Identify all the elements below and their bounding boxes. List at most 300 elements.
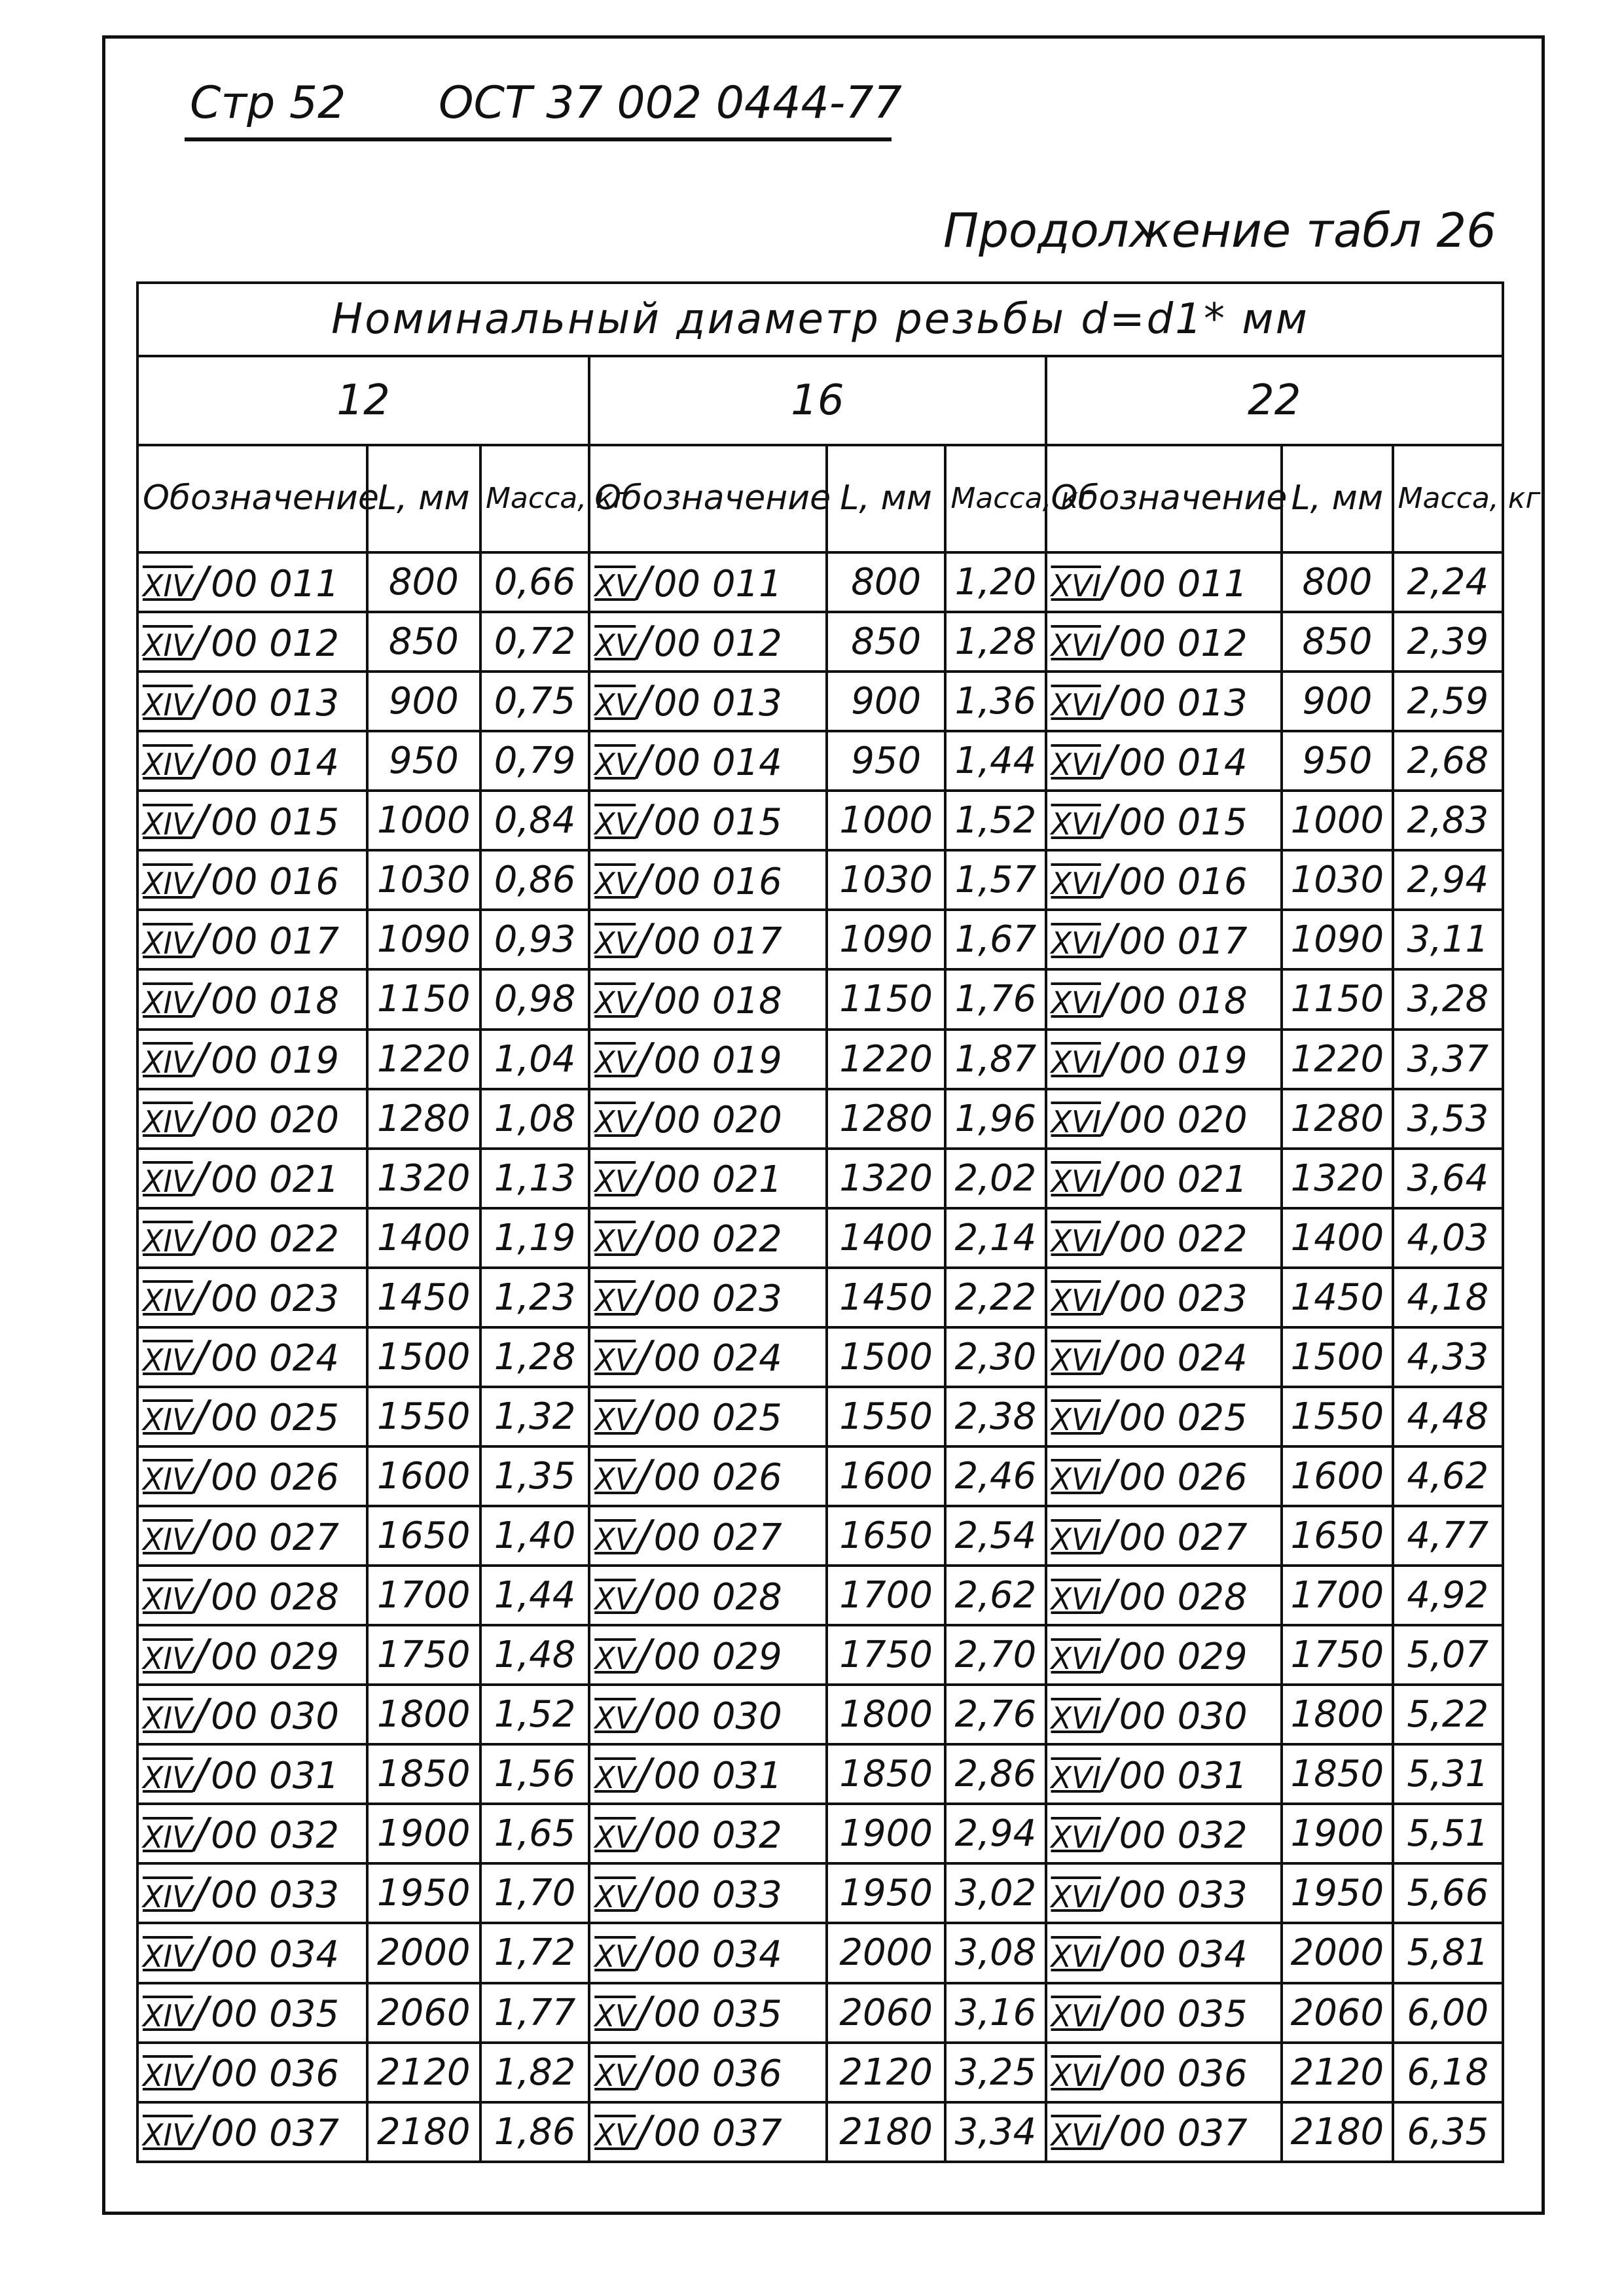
designation-cell	[589, 1149, 827, 1208]
length-cell: 1800	[1282, 1685, 1392, 1744]
slash-separator: /	[1102, 736, 1117, 785]
roman-numeral: XIV	[143, 1283, 193, 1319]
length-cell: 1500	[367, 1327, 480, 1387]
length-cell: 2120	[827, 2043, 945, 2102]
roman-numeral: XIV	[143, 865, 193, 901]
roman-numeral: XIV	[143, 1819, 193, 1855]
designation-cell	[137, 1685, 367, 1744]
slash-separator: /	[637, 1630, 651, 1679]
designation-cell	[589, 1208, 827, 1268]
length-cell: 800	[1282, 552, 1392, 612]
designation-code: 00 017	[211, 920, 340, 963]
designation-code: 00 031	[653, 1754, 782, 1797]
table-title: Номинальный диаметр резьбы d=d1* мм	[137, 283, 1503, 356]
length-cell: 2060	[1282, 1983, 1392, 2043]
roman-numeral: XVI	[1051, 1402, 1102, 1438]
mass-cell: 1,56	[480, 1744, 589, 1804]
roman-numeral: XIV	[143, 1462, 193, 1498]
designation-code: 00 028	[653, 1575, 782, 1619]
length-cell: 2180	[367, 2102, 480, 2162]
mass-cell: 1,57	[945, 850, 1045, 910]
length-cell: 1150	[367, 969, 480, 1029]
mass-cell: 1,72	[480, 1923, 589, 1982]
slash-separator: /	[194, 2048, 209, 2097]
roman-numeral: XVI	[1051, 687, 1102, 723]
table-row	[137, 1566, 1503, 1625]
length-cell: 1750	[827, 1625, 945, 1685]
designation-code: 00 023	[211, 1278, 340, 1321]
mass-cell: 1,19	[480, 1208, 589, 1268]
roman-numeral: XIV	[143, 687, 193, 723]
mass-cell: 1,82	[480, 2043, 589, 2102]
length-cell: 1500	[1282, 1327, 1392, 1387]
designation-code: 00 034	[211, 1933, 340, 1976]
designation-cell	[1046, 1208, 1282, 1268]
slash-separator: /	[637, 1749, 651, 1799]
length-cell: 1600	[367, 1446, 480, 1506]
diameter-header-16: 16	[589, 356, 1045, 445]
designation-code: 00 017	[653, 920, 782, 963]
designation-code: 00 027	[653, 1516, 782, 1559]
mass-cell: 4,18	[1393, 1268, 1503, 1327]
mass-cell: 0,84	[480, 791, 589, 850]
roman-numeral: XIV	[143, 925, 193, 961]
slash-separator: /	[637, 1571, 651, 1620]
designation-cell	[589, 552, 827, 612]
slash-separator: /	[194, 1630, 209, 1679]
length-cell: 950	[367, 731, 480, 791]
slash-separator: /	[637, 855, 651, 905]
length-cell: 1650	[367, 1506, 480, 1566]
designation-cell	[137, 1208, 367, 1268]
slash-separator: /	[194, 1988, 209, 2037]
designation-code: 00 026	[211, 1456, 340, 1499]
mass-cell: 1,44	[480, 1566, 589, 1625]
designation-code: 00 030	[211, 1695, 340, 1738]
slash-separator: /	[1102, 1213, 1117, 1263]
roman-numeral: XIV	[143, 1759, 193, 1795]
mass-cell: 3,28	[1393, 969, 1503, 1029]
roman-numeral: XIV	[143, 1104, 193, 1140]
length-cell: 1900	[827, 1804, 945, 1863]
mass-cell: 3,64	[1393, 1149, 1503, 1208]
length-cell: 2180	[827, 2102, 945, 2162]
designation-cell	[1046, 552, 1282, 612]
mass-cell: 3,53	[1393, 1089, 1503, 1149]
roman-numeral: XIV	[143, 1045, 193, 1081]
length-cell: 1850	[1282, 1744, 1392, 1804]
table-row	[137, 1446, 1503, 1506]
mass-cell: 4,77	[1393, 1506, 1503, 1566]
roman-numeral: XV	[594, 1164, 636, 1200]
designation-code: 00 029	[1119, 1635, 1248, 1678]
slash-separator: /	[1102, 1333, 1117, 1382]
designation-cell	[137, 1804, 367, 1863]
mass-cell: 6,00	[1393, 1983, 1503, 2043]
mass-cell: 0,66	[480, 552, 589, 612]
roman-numeral: XVI	[1051, 1164, 1102, 1200]
length-cell: 850	[367, 612, 480, 672]
designation-cell	[1046, 1983, 1282, 2043]
mass-cell: 1,23	[480, 1268, 589, 1327]
slash-separator: /	[637, 617, 651, 666]
slash-separator: /	[637, 1094, 651, 1143]
slash-separator: /	[637, 1213, 651, 1263]
length-cell: 2000	[827, 1923, 945, 1982]
roman-numeral: XV	[594, 1640, 636, 1676]
mass-cell: 5,07	[1393, 1625, 1503, 1685]
slash-separator: /	[194, 1452, 209, 1501]
length-cell: 1090	[1282, 910, 1392, 969]
slash-separator: /	[1102, 1273, 1117, 1322]
mass-cell: 3,16	[945, 1983, 1045, 2043]
designation-cell	[1046, 969, 1282, 1029]
mass-cell: 1,40	[480, 1506, 589, 1566]
designation-code: 00 027	[1119, 1516, 1248, 1559]
roman-numeral: XV	[594, 1283, 636, 1319]
table-row	[137, 850, 1503, 910]
slash-separator: /	[1102, 1809, 1117, 1858]
designation-code: 00 012	[1119, 622, 1248, 665]
roman-numeral: XV	[594, 687, 636, 723]
slash-separator: /	[637, 1333, 651, 1382]
roman-numeral: XVI	[1051, 1640, 1102, 1676]
designation-cell	[137, 612, 367, 672]
length-cell: 1150	[827, 969, 945, 1029]
mass-cell: 3,25	[945, 2043, 1045, 2102]
roman-numeral: XV	[594, 1998, 636, 2034]
roman-numeral: XV	[594, 746, 636, 782]
designation-code: 00 026	[653, 1456, 782, 1499]
designation-code: 00 018	[653, 979, 782, 1022]
slash-separator: /	[1102, 855, 1117, 905]
slash-separator: /	[1102, 1571, 1117, 1620]
mass-cell: 1,70	[480, 1863, 589, 1923]
designation-code: 00 025	[1119, 1397, 1248, 1440]
length-cell: 1950	[1282, 1863, 1392, 1923]
designation-cell	[1046, 1625, 1282, 1685]
designation-code: 00 036	[653, 2053, 782, 2096]
length-cell: 800	[367, 552, 480, 612]
mass-cell: 1,44	[945, 731, 1045, 791]
column-header-designation: Обозначение	[137, 445, 367, 552]
designation-cell	[1046, 1506, 1282, 1566]
slash-separator: /	[637, 975, 651, 1024]
designation-code: 00 018	[1119, 979, 1248, 1022]
designation-cell	[589, 1804, 827, 1863]
table-row	[137, 1268, 1503, 1327]
mass-cell: 4,62	[1393, 1446, 1503, 1506]
roman-numeral: XV	[594, 1878, 636, 1914]
designation-code: 00 025	[211, 1397, 340, 1440]
roman-numeral: XIV	[143, 1402, 193, 1438]
length-cell: 1800	[827, 1685, 945, 1744]
designation-code: 00 035	[211, 1993, 340, 2036]
designation-cell	[1046, 1327, 1282, 1387]
roman-numeral: XVI	[1051, 1878, 1102, 1914]
designation-cell	[589, 1327, 827, 1387]
roman-numeral: XV	[594, 865, 636, 901]
column-header-mass: Масса, кг	[1393, 445, 1503, 552]
mass-cell: 1,08	[480, 1089, 589, 1149]
slash-separator: /	[194, 1213, 209, 1263]
table-row	[137, 1685, 1503, 1744]
slash-separator: /	[1102, 915, 1117, 964]
designation-code: 00 023	[653, 1278, 782, 1321]
mass-cell: 1,52	[945, 791, 1045, 850]
length-cell: 1090	[367, 910, 480, 969]
designation-code: 00 030	[1119, 1695, 1248, 1738]
slash-separator: /	[1102, 1511, 1117, 1560]
slash-separator: /	[637, 796, 651, 845]
designation-cell	[1046, 1685, 1282, 1744]
length-cell: 1950	[367, 1863, 480, 1923]
roman-numeral: XV	[594, 925, 636, 961]
designation-cell	[1046, 910, 1282, 969]
mass-cell: 1,96	[945, 1089, 1045, 1149]
column-header-length: L, мм	[367, 445, 480, 552]
designation-cell	[1046, 1804, 1282, 1863]
designation-code: 00 033	[1119, 1873, 1248, 1916]
designation-cell	[589, 1268, 827, 1327]
table-row	[137, 1208, 1503, 1268]
designation-code: 00 033	[211, 1873, 340, 1916]
designation-code: 00 020	[211, 1099, 340, 1142]
roman-numeral: XV	[594, 1819, 636, 1855]
mass-cell: 2,38	[945, 1387, 1045, 1446]
designation-code: 00 022	[1119, 1218, 1248, 1261]
mass-cell: 1,13	[480, 1149, 589, 1208]
roman-numeral: XVI	[1051, 627, 1102, 663]
designation-cell	[1046, 1744, 1282, 1804]
mass-cell: 0,79	[480, 731, 589, 791]
designation-code: 00 031	[211, 1754, 340, 1797]
designation-code: 00 032	[1119, 1814, 1248, 1857]
roman-numeral: XV	[594, 627, 636, 663]
designation-cell	[589, 1863, 827, 1923]
slash-separator: /	[637, 2108, 651, 2157]
mass-cell: 6,35	[1393, 2102, 1503, 2162]
length-cell: 1320	[827, 1149, 945, 1208]
roman-numeral: XV	[594, 1581, 636, 1617]
column-header-mass: Масса, кг	[480, 445, 589, 552]
diameter-header-22: 22	[1046, 356, 1503, 445]
slash-separator: /	[637, 1154, 651, 1203]
slash-separator: /	[194, 1571, 209, 1620]
slash-separator: /	[194, 1690, 209, 1739]
designation-code: 00 012	[211, 622, 340, 665]
length-cell: 1000	[827, 791, 945, 850]
slash-separator: /	[1102, 2048, 1117, 2097]
length-cell: 1450	[827, 1268, 945, 1327]
slash-separator: /	[1102, 1928, 1117, 1977]
designation-cell	[1046, 1387, 1282, 1446]
designation-code: 00 019	[1119, 1039, 1248, 1083]
designation-cell	[1046, 672, 1282, 731]
table-row	[137, 1149, 1503, 1208]
slash-separator: /	[1102, 1392, 1117, 1441]
column-header-designation: Обозначение	[589, 445, 827, 552]
roman-numeral: XV	[594, 1521, 636, 1557]
length-cell: 1030	[1282, 850, 1392, 910]
designation-cell	[137, 552, 367, 612]
length-cell: 1090	[827, 910, 945, 969]
length-cell: 1750	[1282, 1625, 1392, 1685]
slash-separator: /	[637, 677, 651, 726]
mass-cell: 5,31	[1393, 1744, 1503, 1804]
table-row	[137, 1387, 1503, 1446]
designation-code: 00 024	[653, 1337, 782, 1380]
designation-code: 00 014	[1119, 741, 1248, 784]
designation-cell	[589, 731, 827, 791]
designation-cell	[137, 1506, 367, 1566]
mass-cell: 5,51	[1393, 1804, 1503, 1863]
table-row	[137, 2102, 1503, 2162]
designation-cell	[1046, 1566, 1282, 1625]
designation-cell	[137, 1566, 367, 1625]
designation-code: 00 027	[211, 1516, 340, 1559]
designation-code: 00 025	[653, 1397, 782, 1440]
mass-cell: 2,76	[945, 1685, 1045, 1744]
designation-cell	[1046, 612, 1282, 672]
slash-separator: /	[637, 1869, 651, 1918]
roman-numeral: XVI	[1051, 1759, 1102, 1795]
designation-cell	[589, 1625, 827, 1685]
length-cell: 1000	[367, 791, 480, 850]
slash-separator: /	[1102, 2108, 1117, 2157]
designation-code: 00 021	[211, 1158, 340, 1202]
designation-cell	[1046, 1923, 1282, 1982]
header-underline	[185, 137, 892, 141]
designation-cell	[137, 1149, 367, 1208]
length-cell: 1000	[1282, 791, 1392, 850]
slash-separator: /	[1102, 558, 1117, 607]
designation-code: 00 028	[211, 1575, 340, 1619]
table-row	[137, 731, 1503, 791]
designation-cell	[137, 1327, 367, 1387]
slash-separator: /	[194, 1154, 209, 1203]
designation-cell	[589, 850, 827, 910]
mass-cell: 1,28	[480, 1327, 589, 1387]
roman-numeral: XV	[594, 2058, 636, 2094]
length-cell: 950	[827, 731, 945, 791]
mass-cell: 2,22	[945, 1268, 1045, 1327]
designation-cell	[137, 910, 367, 969]
length-cell: 1280	[827, 1089, 945, 1149]
slash-separator: /	[1102, 796, 1117, 845]
designation-code: 00 016	[211, 860, 340, 903]
slash-separator: /	[1102, 1988, 1117, 2037]
length-cell: 1950	[827, 1863, 945, 1923]
roman-numeral: XIV	[143, 984, 193, 1020]
designation-code: 00 037	[1119, 2112, 1248, 2155]
designation-code: 00 032	[653, 1814, 782, 1857]
designation-code: 00 019	[211, 1039, 340, 1083]
diameter-header-12: 12	[137, 356, 589, 445]
designation-code: 00 016	[653, 860, 782, 903]
designation-code: 00 037	[211, 2112, 340, 2155]
slash-separator: /	[194, 1273, 209, 1322]
slash-separator: /	[194, 617, 209, 666]
designation-code: 00 035	[653, 1993, 782, 2036]
designation-cell	[137, 1387, 367, 1446]
mass-cell: 1,04	[480, 1030, 589, 1089]
mass-cell: 1,87	[945, 1030, 1045, 1089]
length-cell: 900	[1282, 672, 1392, 731]
roman-numeral: XV	[594, 806, 636, 842]
roman-numeral: XVI	[1051, 1283, 1102, 1319]
roman-numeral: XV	[594, 567, 636, 603]
mass-cell: 0,98	[480, 969, 589, 1029]
length-cell: 2120	[1282, 2043, 1392, 2102]
designation-code: 00 030	[653, 1695, 782, 1738]
table-row	[137, 2043, 1503, 2102]
roman-numeral: XV	[594, 984, 636, 1020]
slash-separator: /	[194, 855, 209, 905]
column-header-mass: Масса, кг	[945, 445, 1045, 552]
slash-separator: /	[194, 1809, 209, 1858]
page-number: Стр 52	[190, 77, 346, 129]
length-cell: 1280	[367, 1089, 480, 1149]
mass-cell: 1,32	[480, 1387, 589, 1446]
designation-cell	[1046, 1863, 1282, 1923]
column-header-length: L, мм	[1282, 445, 1392, 552]
roman-numeral: XIV	[143, 746, 193, 782]
mass-cell: 5,22	[1393, 1685, 1503, 1744]
length-cell: 1900	[1282, 1804, 1392, 1863]
mass-cell: 5,81	[1393, 1923, 1503, 1982]
length-cell: 1850	[827, 1744, 945, 1804]
slash-separator: /	[194, 1035, 209, 1084]
length-cell: 1320	[367, 1149, 480, 1208]
slash-separator: /	[637, 736, 651, 785]
slash-separator: /	[194, 1511, 209, 1560]
designation-code: 00 020	[1119, 1099, 1248, 1142]
length-cell: 1550	[1282, 1387, 1392, 1446]
designation-code: 00 037	[653, 2112, 782, 2155]
designation-code: 00 031	[1119, 1754, 1248, 1797]
slash-separator: /	[1102, 617, 1117, 666]
length-cell: 1400	[367, 1208, 480, 1268]
roman-numeral: XIV	[143, 1521, 193, 1557]
designation-code: 00 024	[211, 1337, 340, 1380]
mass-cell: 2,39	[1393, 612, 1503, 672]
length-cell: 1650	[1282, 1506, 1392, 1566]
designation-code: 00 035	[1119, 1993, 1248, 2036]
roman-numeral: XVI	[1051, 1819, 1102, 1855]
slash-separator: /	[637, 1928, 651, 1977]
mass-cell: 0,93	[480, 910, 589, 969]
roman-numeral: XV	[594, 1402, 636, 1438]
mass-cell: 2,86	[945, 1744, 1045, 1804]
slash-separator: /	[194, 1392, 209, 1441]
roman-numeral: XIV	[143, 1223, 193, 1259]
slash-separator: /	[1102, 1630, 1117, 1679]
slash-separator: /	[1102, 975, 1117, 1024]
slash-separator: /	[1102, 1452, 1117, 1501]
slash-separator: /	[194, 736, 209, 785]
designation-cell	[589, 1983, 827, 2043]
table-row	[137, 910, 1503, 969]
length-cell: 1030	[827, 850, 945, 910]
slash-separator: /	[637, 1273, 651, 1322]
designation-cell	[1046, 791, 1282, 850]
designation-cell	[589, 969, 827, 1029]
roman-numeral: XVI	[1051, 746, 1102, 782]
designation-cell	[589, 1685, 827, 1744]
slash-separator: /	[637, 1392, 651, 1441]
table-row	[137, 1744, 1503, 1804]
